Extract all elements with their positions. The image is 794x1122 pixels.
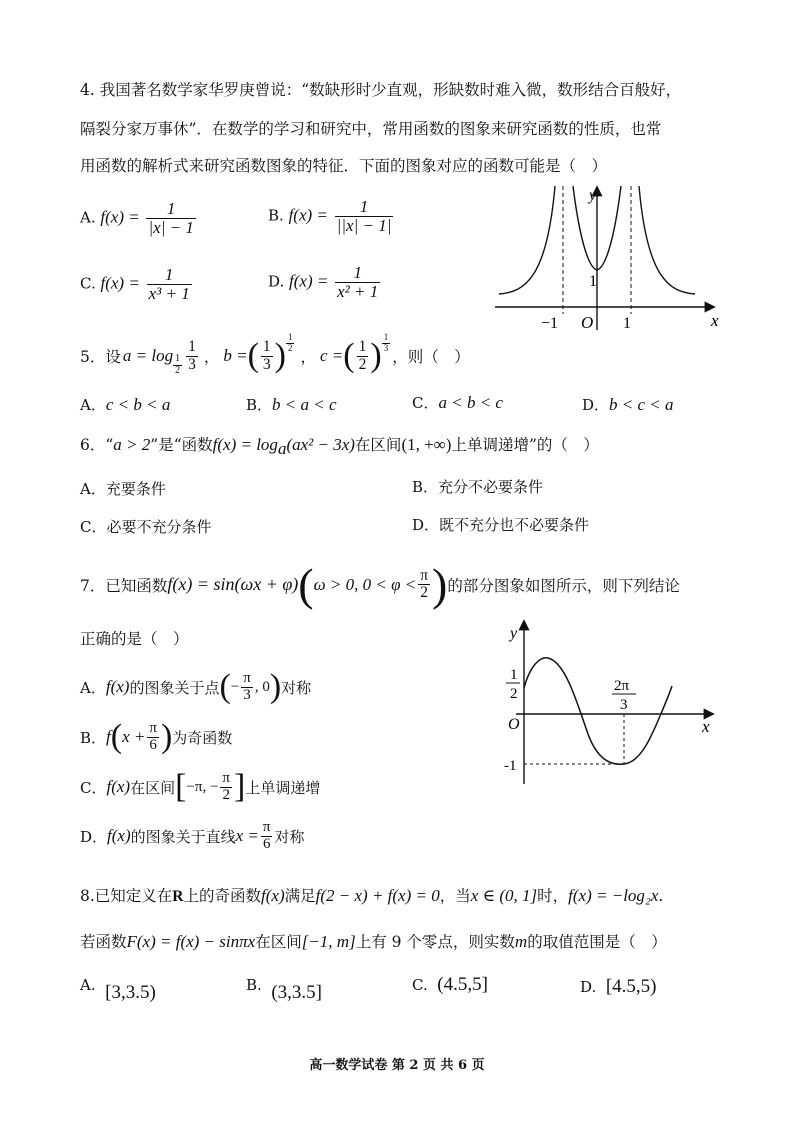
option-text: 充要条件 <box>105 480 166 498</box>
option-text: a < b < c <box>438 393 503 412</box>
q5-c-part: c = <box>320 346 344 365</box>
q5-b-part: b = <box>223 346 248 365</box>
q5-b-exponent <box>286 333 295 353</box>
fraction-denominator: 2 <box>420 584 428 601</box>
option-fraction <box>335 264 380 301</box>
q6-option-c[interactable] <box>80 516 212 537</box>
q8-line2 <box>80 930 667 952</box>
graph-neg1-label: -1 <box>504 758 517 774</box>
q8-m: m <box>514 932 528 951</box>
q8-interval: [−1, m] <box>301 932 356 951</box>
q6-log-argument: (ax² − 3x) <box>286 435 355 454</box>
q5-option-a[interactable] <box>80 394 170 415</box>
q6-log-base: a <box>277 439 287 459</box>
fraction-denominator: 2 <box>175 364 181 376</box>
q4-option-a[interactable] <box>80 200 198 237</box>
option-text: 的图象关于点 <box>129 678 220 697</box>
graph-origin-label: O <box>508 716 520 733</box>
option-lhs: f(x) = <box>100 273 140 293</box>
q5-log-base <box>173 354 182 376</box>
option-fraction <box>147 721 159 754</box>
q6-interval: (1, +∞) <box>401 435 452 454</box>
q6-option-d[interactable] <box>412 514 589 535</box>
q7-option-c[interactable]: C． f(x) 在区间 [ −π, − $\frac{\pi}{2}$ ] 上单调递增 <box>80 768 321 805</box>
option-function: f(x) <box>106 777 131 796</box>
option-label: C． <box>412 394 439 412</box>
q8-text: 的取值范围是（ ） <box>527 933 667 951</box>
sine-curve <box>524 658 672 765</box>
option-text: 既不充分也不必要条件 <box>439 516 590 534</box>
q5-prefix: 5．设 <box>80 348 121 366</box>
fraction-numerator: 1 <box>262 338 271 356</box>
q7-option-d[interactable] <box>80 820 305 853</box>
fraction-denominator: 2 <box>222 786 230 803</box>
option-lhs: f(x) = <box>289 271 329 291</box>
option-text-post: 上单调递增 <box>245 778 321 797</box>
graph-x-label: x <box>711 311 719 330</box>
option-fraction <box>147 266 192 303</box>
fraction-numerator: π <box>262 819 271 835</box>
option-text: c < b < a <box>105 395 171 414</box>
option-text: (3,3.5] <box>271 982 322 1003</box>
fraction-numerator: 1 <box>353 263 362 282</box>
q7-option-b[interactable]: B． f ( x + $\frac{\pi}{6}$ ) 为奇函数 <box>80 718 233 755</box>
option-lhs: f(x) = <box>288 205 328 225</box>
graph-origin-label: O <box>581 313 594 332</box>
option-label: D． <box>80 827 108 846</box>
option-label: A. <box>80 976 96 994</box>
q8-real-set: R <box>172 888 184 905</box>
q8-text: 若函数 <box>80 933 127 951</box>
option-lhs: f(x) = <box>100 207 140 227</box>
q8-option-c[interactable] <box>412 974 488 996</box>
q8-line1 <box>80 884 663 906</box>
option-label: C． <box>80 778 107 797</box>
graph-y-label: y <box>510 625 518 642</box>
q6-stem-mid2: 在区间 <box>354 436 402 454</box>
graph-y-tick-1: 1 <box>589 273 597 290</box>
option-argument: x + <box>122 727 146 746</box>
graph-tick-1: 1 <box>623 315 631 332</box>
q8-text: . <box>658 887 664 905</box>
graph-x-label: x <box>702 717 710 736</box>
option-text: b < a < c <box>272 395 337 414</box>
graph-half-num: 1 <box>510 667 518 683</box>
q8-fx: f(x) <box>261 886 285 905</box>
q7-stem-post: 的部分图象如图所示，则下列结论 <box>447 576 680 595</box>
q6-option-a[interactable] <box>80 478 166 499</box>
option-function: f(x) <box>105 677 130 696</box>
option-text: 充分不必要条件 <box>438 478 544 496</box>
curve-left-branch <box>499 186 555 294</box>
fraction-numerator: 1 <box>359 197 369 216</box>
q8-option-b[interactable] <box>246 974 322 1003</box>
option-fraction <box>261 820 273 853</box>
option-fraction <box>335 198 394 235</box>
q5-option-c[interactable] <box>412 392 503 413</box>
option-line-x: x = <box>235 826 259 846</box>
option-label: C. <box>412 976 428 994</box>
q6-stem-pre: 6．“ <box>80 436 114 454</box>
q8-option-d[interactable] <box>580 976 656 998</box>
fraction-denominator: ||x| − 1| <box>336 215 392 235</box>
option-function: f(x) <box>107 826 131 846</box>
q8-F-function: F(x) = f(x) − sinπx <box>126 932 256 951</box>
fraction-denominator: 6 <box>262 835 271 852</box>
q4-option-c[interactable] <box>80 266 194 303</box>
q6-stem <box>80 433 599 459</box>
q5-log-argument <box>186 339 198 373</box>
option-label: A． <box>80 480 106 498</box>
option-function: f <box>106 727 111 746</box>
q7-condition-fraction <box>418 568 430 602</box>
q5-suffix: ，则（ ） <box>392 348 470 366</box>
q5-b-base <box>261 339 273 373</box>
option-label: B． <box>80 728 107 747</box>
option-label: A. <box>80 208 96 227</box>
q8-definition: f(x) = −log₂x <box>568 886 659 905</box>
q8-condition: x ∈ (0, 1] <box>470 886 538 905</box>
q6-stem-post: 上单调递增”的（ ） <box>451 436 599 454</box>
fraction-numerator: 1 <box>287 332 293 343</box>
q7-stem: 7．已知函数 f(x) = sin(ωx + φ) ( ω > 0, 0 < φ < $\frac{\pi}{2}$ ) 的部分图象如图所示，则下列结论 <box>80 559 680 610</box>
option-label: D. <box>580 978 597 996</box>
q8-text: 上有 9 个零点，则实数 <box>355 933 515 951</box>
q5-a-part: a = log <box>122 346 174 365</box>
option-label: B. <box>246 976 262 994</box>
q4-option-b[interactable] <box>268 198 395 235</box>
option-text-post: 为奇函数 <box>172 728 233 747</box>
option-text-post: 对称 <box>274 827 305 846</box>
fraction-numerator: π <box>420 566 429 584</box>
q8-equation: f(2 − x) + f(x) = 0 <box>315 886 440 905</box>
q8-text: 8.已知定义在 <box>80 887 173 905</box>
q6-option-b[interactable] <box>412 476 543 497</box>
option-text: 必要不充分条件 <box>106 518 212 536</box>
q5-stem: 5．设 a = log $\frac{1}{2}$ $\frac{1}{3}$ ， b = ( $\frac{1}{3}$ ) $\frac{1}{2}$ ， c = ( $\frac{1}{2}$ ) $\frac{1}{3}$ ，则（ ） <box>80 332 470 376</box>
fraction-numerator: 1 <box>175 353 181 364</box>
graph-half-den: 2 <box>510 686 518 702</box>
q6-stem-mid: ”是“函数 <box>150 436 213 454</box>
q7-option-a[interactable]: A． f(x) 的图象关于点 ( − $\frac{\pi}{3}$ , 0 ) 对称 <box>80 668 312 705</box>
fraction-denominator: x² + 1 <box>337 281 379 301</box>
option-label: B． <box>246 396 273 414</box>
option-point-y: , 0 <box>254 678 270 695</box>
fraction-numerator: 1 <box>358 338 367 356</box>
option-label: B． <box>412 478 439 496</box>
fraction-denominator: 3 <box>188 355 196 373</box>
option-fraction <box>146 200 195 237</box>
curve-right-branch <box>639 186 695 294</box>
q5-option-b[interactable] <box>246 394 337 415</box>
fraction-denominator: 2 <box>287 342 293 353</box>
q4-function-graph <box>485 182 725 332</box>
q8-option-a[interactable] <box>80 974 156 1003</box>
fraction-numerator: 1 <box>383 332 389 343</box>
fraction-denominator: 6 <box>149 736 157 753</box>
q7-line2: 正确的是（ ） <box>80 630 189 648</box>
fraction-numerator: 1 <box>164 265 174 284</box>
option-label: C． <box>80 518 107 536</box>
q5-c-base <box>357 339 369 373</box>
q4-line1: 4. 我国著名数学家华罗庚曾说：“数缺形时少直观，形缺数时难入微，数形结合百般好， <box>80 81 682 99</box>
q4-option-d[interactable] <box>268 264 382 301</box>
fraction-denominator: 3 <box>243 686 251 703</box>
q6-condition: a > 2 <box>113 435 151 454</box>
graph-y-label: y <box>589 187 597 204</box>
option-text: [3,3.5) <box>105 982 156 1003</box>
option-sign: − <box>230 678 240 695</box>
option-interval-start: −π, − <box>186 778 219 795</box>
fraction-numerator: 1 <box>166 199 176 218</box>
fraction-denominator: |x| − 1 <box>148 217 194 237</box>
q6-function: f(x) = log <box>212 435 278 454</box>
fraction-denominator: 2 <box>358 355 367 373</box>
option-text: (4.5,5] <box>437 974 488 995</box>
q5-c-exponent <box>382 333 391 353</box>
option-fraction <box>220 771 232 804</box>
option-label: C. <box>80 274 96 293</box>
graph-tick-neg1: −1 <box>541 315 559 332</box>
option-text: 的图象关于直线 <box>130 827 236 846</box>
q7-stem-pre: 7．已知函数 <box>80 576 168 595</box>
fraction-numerator: π <box>222 769 230 786</box>
q4-line2: 隔裂分家万事休”．在数学的学习和研究中，常用函数的图象来研究函数的性质，也常 <box>80 120 662 138</box>
option-label: B. <box>268 206 284 225</box>
option-text: [4.5,5) <box>605 976 657 997</box>
option-label: D. <box>268 272 285 291</box>
q7-sine-graph <box>490 616 722 786</box>
option-label: D． <box>412 516 440 534</box>
graph-period-num: 2π <box>614 678 630 694</box>
q8-text: 时， <box>537 887 569 905</box>
option-label: A． <box>80 678 106 697</box>
fraction-denominator: x³ + 1 <box>148 283 190 303</box>
q5-option-d[interactable] <box>582 394 674 415</box>
option-text: b < c < a <box>609 395 674 414</box>
graph-period-den: 3 <box>620 697 628 713</box>
q8-text: ，当 <box>439 887 471 905</box>
q7-function: f(x) = sin(ωx + φ) <box>167 574 299 594</box>
q8-text: 上的奇函数 <box>183 887 262 905</box>
fraction-denominator: 3 <box>262 355 271 373</box>
fraction-numerator: 1 <box>188 338 196 356</box>
q8-text: 在区间 <box>255 933 302 951</box>
option-label: A． <box>80 396 106 414</box>
option-text: 在区间 <box>130 778 176 797</box>
option-label: D． <box>582 396 610 414</box>
q8-text: 满足 <box>284 887 316 905</box>
page-footer: 高一数学试卷 第 2 页 共 6 页 <box>309 1058 485 1073</box>
q7-condition: ω > 0, 0 < φ < <box>313 574 417 594</box>
option-text-post: 对称 <box>281 678 312 697</box>
option-fraction <box>241 671 253 704</box>
fraction-numerator: π <box>149 719 157 736</box>
fraction-denominator: 3 <box>383 342 389 353</box>
fraction-numerator: π <box>243 669 251 686</box>
q4-line3: 用函数的解析式来研究函数图象的特征．下面的图象对应的函数可能是（ ） <box>80 157 608 175</box>
